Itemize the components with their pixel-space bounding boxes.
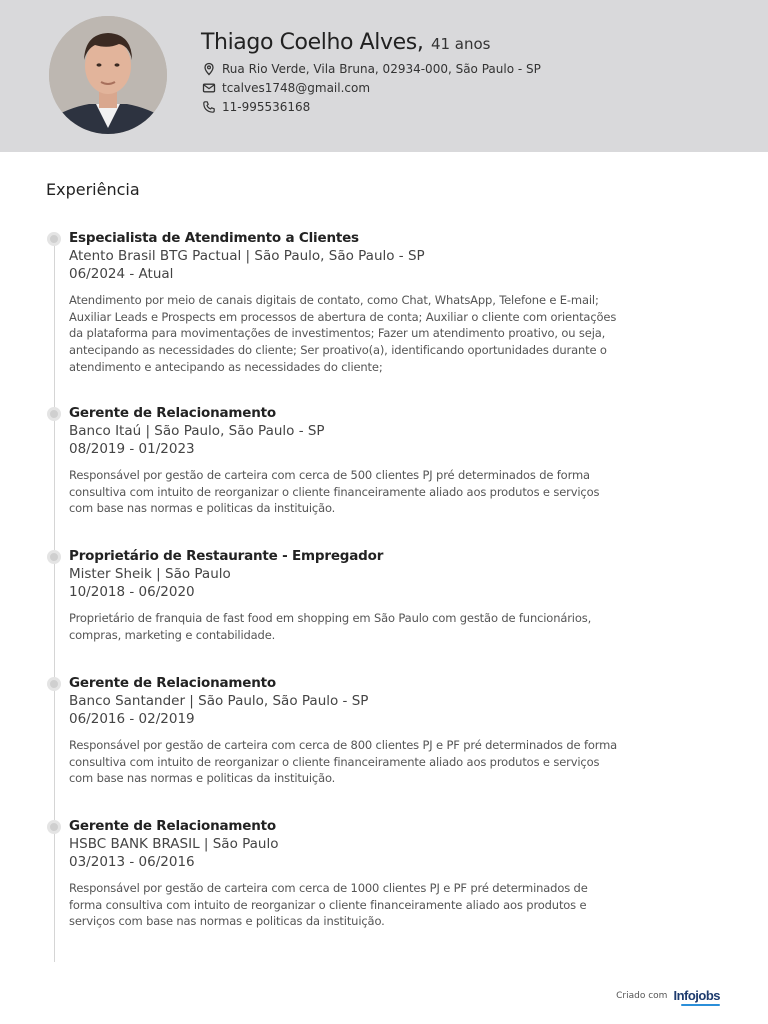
timeline-line xyxy=(54,236,55,962)
phone-text[interactable]: 11-995536168 xyxy=(222,100,311,114)
address-text: Rua Rio Verde, Vila Bruna, 02934-000, São Paulo - SP xyxy=(222,62,541,76)
contact-email xyxy=(202,80,370,96)
job-period: 08/2019 - 01/2023 xyxy=(69,441,195,457)
timeline-dot xyxy=(47,820,61,834)
contact-phone xyxy=(202,99,310,115)
name-line xyxy=(201,30,490,55)
job-title: Gerente de Relacionamento xyxy=(69,818,276,834)
contact-address xyxy=(202,61,541,77)
profile-photo xyxy=(49,16,167,134)
company-location: Atento Brasil BTG Pactual | São Paulo, São Paulo - SP xyxy=(69,248,425,264)
created-with-label: Criado com xyxy=(616,990,668,1001)
avatar xyxy=(49,16,167,134)
location-pin-icon xyxy=(202,62,216,76)
email-text[interactable]: tcalves1748@gmail.com xyxy=(222,81,371,95)
timeline-dot xyxy=(47,677,61,691)
job-title: Gerente de Relacionamento xyxy=(69,675,276,691)
job-title: Proprietário de Restaurante - Empregador xyxy=(69,548,384,564)
timeline-dot xyxy=(47,407,61,421)
candidate-age: 41 anos xyxy=(430,35,491,53)
job-period: 06/2016 - 02/2019 xyxy=(69,711,195,727)
job-period: 06/2024 - Atual xyxy=(69,266,174,282)
timeline-dot xyxy=(47,232,61,246)
job-period: 10/2018 - 06/2020 xyxy=(69,584,195,600)
footer-credit xyxy=(616,988,720,1003)
name-separator: , xyxy=(416,30,424,55)
candidate-name: Thiago Coelho Alves xyxy=(201,30,417,55)
job-description: Atendimento por meio de canais digitais de contato, como Chat, WhatsApp, Telefone e E-mail; Auxiliar Leads e Prospects em processos de abertura de conta; Auxiliar o cliente com orientações da plataforma para movimentações de investimentos; Fazer um atendimento proativo, ou seja, antecipando as necessidades do cliente; Ser proativo(a), identificando oportunidades durante o atendimento e antecipando as necessidades do cliente; xyxy=(69,293,617,374)
job-description: Responsável por gestão de carteira com cerca de 800 clientes PJ e PF pré determinados de forma consultiva com intuito de reorganizar o cliente financeiramente aliado aos produtos e serviços com base nas normas e politicas da instituição. xyxy=(69,738,618,786)
company-location: HSBC BANK BRASIL | São Paulo xyxy=(69,836,279,852)
phone-icon xyxy=(202,100,216,114)
job-period: 03/2013 - 06/2016 xyxy=(69,854,195,870)
company-location: Mister Sheik | São Paulo xyxy=(69,566,231,582)
company-location: Banco Itaú | São Paulo, São Paulo - SP xyxy=(69,423,325,439)
infojobs-logo[interactable]: Infojobs xyxy=(673,988,720,1003)
job-title: Gerente de Relacionamento xyxy=(69,405,276,421)
job-description: Responsável por gestão de carteira com cerca de 1000 clientes PJ e PF pré determinados de forma consultiva com intuito de reorganizar o cliente financeiramente aliado aos produtos e serviços com base nas normas e politicas da instituição. xyxy=(69,881,588,929)
envelope-icon xyxy=(202,81,216,95)
job-title: Especialista de Atendimento a Clientes xyxy=(69,230,359,246)
company-location: Banco Santander | São Paulo, São Paulo - SP xyxy=(69,693,369,709)
section-title-experience: Experiência xyxy=(46,180,140,199)
job-description: Proprietário de franquia de fast food em shopping em São Paulo com gestão de funcionários, compras, marketing e contabilidade. xyxy=(69,611,592,642)
profile-header xyxy=(0,0,768,152)
job-description: Responsável por gestão de carteira com cerca de 500 clientes PJ pré determinados de forma consultiva com intuito de reorganizar o cliente financeiramente aliado aos produtos e serviços com base nas normas e politicas da instituição. xyxy=(69,468,600,516)
timeline-dot xyxy=(47,550,61,564)
